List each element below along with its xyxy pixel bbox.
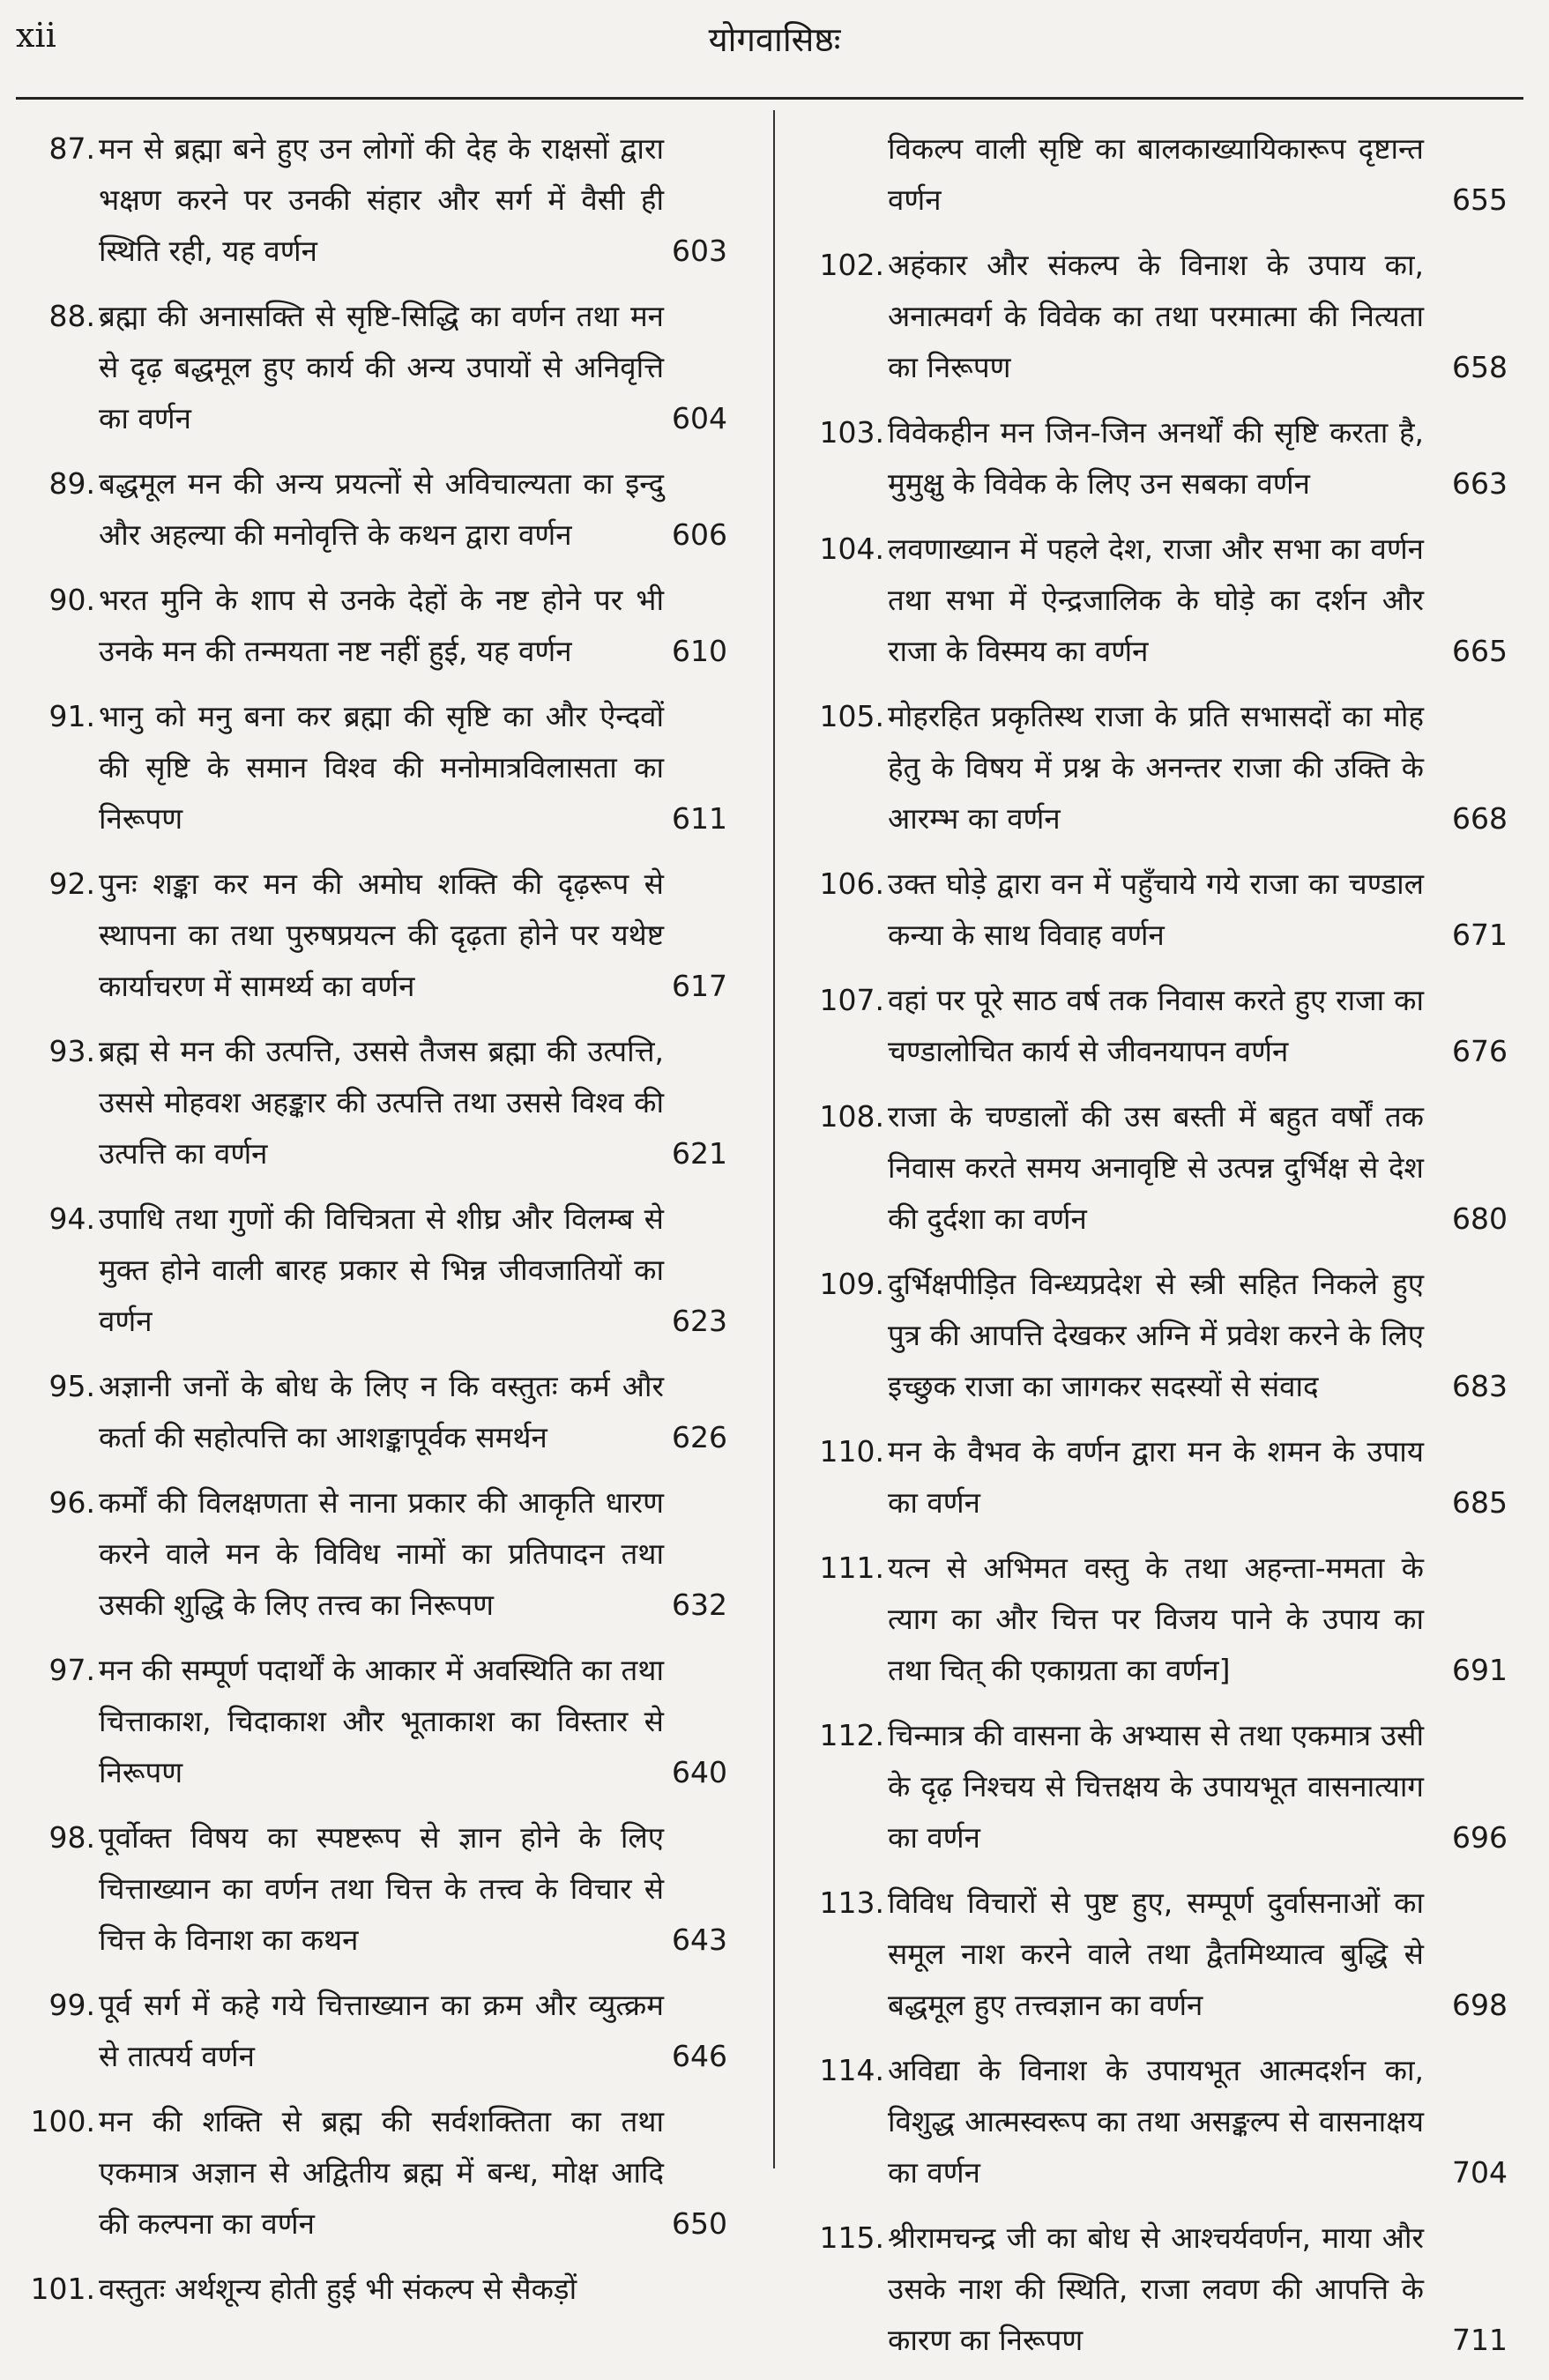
toc-entry bbox=[26, 1477, 727, 1631]
toc-entry bbox=[798, 1426, 1508, 1528]
toc-entry-number: 91. bbox=[48, 699, 95, 733]
toc-entry-title: अविद्या के विनाश के उपायभूत आत्मदर्शन का, विशुद्ध आत्मस्वरूप का तथा असङ्कल्प से वासनाक्षय का वर्णन bbox=[888, 2053, 1424, 2190]
toc-entry-title: यत्न से अभिमत वस्तु के तथा अहन्ता-ममता के त्याग का और चित्त पर विजय पाने के उपाय का तथा चित् की एकाग्रता का वर्णन] bbox=[888, 1551, 1424, 1687]
toc-entry-title: मोहरहित प्रकृतिस्थ राजा के प्रति सभासदों का मोह हेतु के विषय में प्रश्न के अनन्तर राजा की उक्ति के आरम्भ का वर्णन bbox=[888, 699, 1424, 836]
toc-entry-page: 632 bbox=[672, 1588, 727, 1622]
toc-entry-page: 696 bbox=[1452, 1820, 1508, 1855]
toc-entry-number: 112. bbox=[819, 1718, 884, 1752]
toc-entry-title: कर्मों की विलक्षणता से नाना प्रकार की आकृति धारण करने वाले मन के विविध नामों का प्रतिपादन तथा उसकी शुद्धि के लिए तत्त्व का निरूपण bbox=[99, 1485, 664, 1622]
toc-entry-page: 698 bbox=[1452, 1988, 1508, 2022]
toc-entry-page: 611 bbox=[672, 801, 727, 836]
toc-entry-page: 640 bbox=[672, 1755, 727, 1789]
toc-entry bbox=[26, 575, 727, 677]
toc-entry-title: ब्रह्म से मन की उत्पत्ति, उससे तैजस ब्रह्मा की उत्पत्ति, उससे मोहवश अहङ्कार की उत्पत्ति तथा उससे विश्व की उत्पत्ति का वर्णन bbox=[99, 1034, 664, 1171]
toc-entry bbox=[798, 407, 1508, 509]
toc-entry-page: 646 bbox=[672, 2039, 727, 2073]
toc-entry-title: विकल्प वाली सृष्टि का बालकाख्यायिकारूप दृष्टान्त वर्णन bbox=[888, 131, 1424, 217]
toc-entry-title: श्रीरामचन्द्र जी का बोध से आश्चर्यवर्णन, माया और उसके नाश की स्थिति, राजा लवण की आपत्ति के कारण का निरूपण bbox=[888, 2220, 1424, 2357]
toc-entry-page: 691 bbox=[1452, 1653, 1508, 1687]
toc-entry-title: मन के वैभव के वर्णन द्वारा मन के शमन के उपाय का वर्णन bbox=[888, 1434, 1424, 1520]
toc-entry-page: 617 bbox=[672, 969, 727, 1003]
toc-entry-page: 685 bbox=[1452, 1485, 1508, 1520]
toc-entry bbox=[798, 2213, 1508, 2366]
toc-entry bbox=[798, 524, 1508, 677]
column-divider bbox=[773, 110, 775, 2168]
toc-entry bbox=[798, 1878, 1508, 2031]
toc-entry-page: 676 bbox=[1452, 1034, 1508, 1068]
toc-entry-number: 94. bbox=[48, 1201, 95, 1236]
toc-entry-page: 604 bbox=[672, 401, 727, 435]
toc-entry-title: अहंकार और संकल्प के विनाश के उपाय का, अनात्मवर्ग के विवेक का तथा परमात्मा की नित्यता का निरूपण bbox=[888, 248, 1424, 384]
toc-entry bbox=[798, 1710, 1508, 1863]
toc-entry-page: 683 bbox=[1452, 1369, 1508, 1403]
toc-entry-page: 603 bbox=[672, 234, 727, 268]
toc-entry-number: 110. bbox=[819, 1434, 884, 1469]
toc-entry-title: पूर्व सर्ग में कहे गये चित्ताख्यान का क्रम और व्युत्क्रम से तात्पर्य वर्णन bbox=[99, 1988, 664, 2073]
toc-entry-title: विवेकहीन मन जिन-जिन अनर्थों की सृष्टि करता है, मुमुक्षु के विवेक के लिए उन सबका वर्णन bbox=[888, 415, 1424, 501]
toc-entry-number: 99. bbox=[48, 1988, 95, 2022]
toc-entry-page: 626 bbox=[672, 1420, 727, 1454]
toc-entry-number: 114. bbox=[819, 2053, 884, 2087]
toc-entry bbox=[798, 123, 1508, 226]
toc-entry-title: वस्तुतः अर्थशून्य होती हुई भी संकल्प से सैकड़ों bbox=[99, 2272, 577, 2306]
toc-entry-title: वहां पर पूरे साठ वर्ष तक निवास करते हुए राजा का चण्डालोचित कार्य से जीवनयापन वर्णन bbox=[888, 983, 1424, 1068]
toc-entry-number: 104. bbox=[819, 532, 884, 566]
toc-entry bbox=[26, 291, 727, 444]
toc-entry bbox=[798, 2045, 1508, 2198]
toc-entry-number: 95. bbox=[48, 1369, 95, 1403]
page-number: xii bbox=[16, 16, 56, 55]
toc-entry-number: 115. bbox=[819, 2220, 884, 2255]
toc-entry bbox=[26, 1026, 727, 1179]
toc-entry-number: 108. bbox=[819, 1099, 884, 1134]
toc-entry-title: पुनः शङ्का कर मन की अमोघ शक्ति की दृढ़रूप से स्थापना का तथा पुरुषप्रयत्न की दृढ़ता होने पर यथेष्ट कार्याचरण में सामर्थ्य का वर्णन bbox=[99, 866, 664, 1003]
toc-entry-number: 103. bbox=[819, 415, 884, 450]
toc-entry-page: 680 bbox=[1452, 1201, 1508, 1236]
toc-entry bbox=[798, 691, 1508, 844]
toc-entry-title: भरत मुनि के शाप से उनके देहों के नष्ट होने पर भी उनके मन की तन्मयता नष्ट नहीं हुई, यह वर्णन bbox=[99, 583, 664, 668]
toc-entry-page: 671 bbox=[1452, 918, 1508, 952]
toc-entry bbox=[26, 1980, 727, 2082]
toc-entry-title: अज्ञानी जनों के बोध के लिए न कि वस्तुतः कर्म और कर्ता की सहोत्पत्ति का आशङ्कापूर्वक समर्थन bbox=[99, 1369, 664, 1454]
toc-entry-number: 96. bbox=[48, 1485, 95, 1520]
toc-entry-number: 88. bbox=[48, 299, 95, 333]
toc-entry-page: 658 bbox=[1452, 350, 1508, 384]
toc-entry-title: मन से ब्रह्मा बने हुए उन लोगों की देह के राक्षसों द्वारा भक्षण करने पर उनकी संहार और सर्ग में वैसी ही स्थिति रही, यह वर्णन bbox=[99, 131, 664, 268]
left-column bbox=[26, 123, 727, 2329]
toc-entry-title: लवणाख्यान में पहले देश, राजा और सभा का वर्णन तथा सभा में ऐन्द्रजालिक के घोड़े का दर्शन और राजा के विस्मय का वर्णन bbox=[888, 532, 1424, 668]
toc-entry-number: 100. bbox=[30, 2104, 95, 2138]
toc-entry-page: 650 bbox=[672, 2206, 727, 2241]
toc-entry-number: 87. bbox=[48, 131, 95, 166]
toc-entry-title: राजा के चण्डालों की उस बस्ती में बहुत वर्षों तक निवास करते समय अनावृष्टि से उत्पन्न दुर्भिक्ष से देश की दुर्दशा का वर्णन bbox=[888, 1099, 1424, 1236]
toc-entry-title: बद्धमूल मन की अन्य प्रयत्नों से अविचाल्यता का इन्दु और अहल्या की मनोवृत्ति के कथन द्वारा वर्णन bbox=[99, 466, 664, 552]
toc-entry-page: 643 bbox=[672, 1923, 727, 1957]
toc-entry bbox=[26, 123, 727, 277]
right-column bbox=[798, 123, 1508, 2380]
toc-entry bbox=[798, 240, 1508, 393]
toc-entry bbox=[26, 1645, 727, 1798]
toc-entry-page: 610 bbox=[672, 634, 727, 668]
toc-entry-title: भानु को मनु बना कर ब्रह्मा की सृष्टि का और ऐन्दवों की सृष्टि के समान विश्व की मनोमात्रविलासता का निरूपण bbox=[99, 699, 664, 836]
toc-entry bbox=[26, 2264, 727, 2315]
toc-entry-number: 105. bbox=[819, 699, 884, 733]
toc-entry-number: 106. bbox=[819, 866, 884, 901]
toc-entry-page: 711 bbox=[1452, 2323, 1508, 2357]
toc-entry bbox=[26, 859, 727, 1012]
toc-entry-page: 606 bbox=[672, 517, 727, 552]
toc-entry-number: 113. bbox=[819, 1885, 884, 1920]
toc-entry-title: पूर्वोक्त विषय का स्पष्टरूप से ज्ञान होने के लिए चित्ताख्यान का वर्णन तथा चित्त के तत्त्व के विचार से चित्त के विनाश का कथन bbox=[99, 1820, 664, 1957]
running-head-title: योगवासिष्ठः bbox=[708, 20, 841, 59]
toc-entry-number: 107. bbox=[819, 983, 884, 1017]
toc-entry-number: 102. bbox=[819, 248, 884, 282]
toc-entry-page: 668 bbox=[1452, 801, 1508, 836]
toc-entry bbox=[798, 975, 1508, 1077]
toc-entry-number: 98. bbox=[48, 1820, 95, 1855]
toc-entry bbox=[798, 859, 1508, 961]
toc-entry bbox=[26, 1812, 727, 1966]
toc-entry-title: मन की सम्पूर्ण पदार्थों के आकार में अवस्थिति का तथा चित्ताकाश, चिदाकाश और भूताकाश का विस्तार से निरूपण bbox=[99, 1653, 664, 1789]
toc-entry-title: उपाधि तथा गुणों की विचित्रता से शीघ्र और विलम्ब से मुक्त होने वाली बारह प्रकार से भिन्न जीवजातियों का वर्णन bbox=[99, 1201, 664, 1338]
toc-entry-page: 665 bbox=[1452, 634, 1508, 668]
toc-entry bbox=[26, 458, 727, 561]
toc-entry bbox=[26, 1361, 727, 1463]
toc-entry bbox=[798, 1259, 1508, 1412]
toc-entry-page: 704 bbox=[1452, 2155, 1508, 2190]
toc-entry-page: 623 bbox=[672, 1304, 727, 1338]
header-rule bbox=[16, 97, 1523, 100]
toc-entry-number: 97. bbox=[48, 1653, 95, 1687]
toc-entry-title: दुर्भिक्षपीड़ित विन्ध्यप्रदेश से स्त्री सहित निकले हुए पुत्र की आपत्ति देखकर अग्नि में प्रवेश करने के लिए इच्छुक राजा का जागकर सदस्यों से संवाद bbox=[888, 1267, 1424, 1403]
toc-entry-title: मन की शक्ति से ब्रह्म की सर्वशक्तिता का तथा एकमात्र अज्ञान से अद्वितीय ब्रह्म में बन्ध, मोक्ष आदि की कल्पना का वर्णन bbox=[99, 2104, 664, 2241]
toc-entry-number: 90. bbox=[48, 583, 95, 617]
toc-entry-number: 89. bbox=[48, 466, 95, 501]
toc-entry-title: ब्रह्मा की अनासक्ति से सृष्टि-सिद्धि का वर्णन तथा मन से दृढ़ बद्धमूल हुए कार्य की अन्य उपायों से अनिवृत्ति का वर्णन bbox=[99, 299, 664, 435]
toc-entry-number: 92. bbox=[48, 866, 95, 901]
toc-entry-title: चिन्मात्र की वासना के अभ्यास से तथा एकमात्र उसी के दृढ़ निश्चय से चित्तक्षय के उपायभूत वासनात्याग का वर्णन bbox=[888, 1718, 1424, 1855]
toc-entry-number: 109. bbox=[819, 1267, 884, 1301]
toc-entry-number: 111. bbox=[819, 1551, 884, 1585]
toc-entry-page: 621 bbox=[672, 1136, 727, 1171]
toc-entry bbox=[26, 691, 727, 844]
toc-entry-number: 93. bbox=[48, 1034, 95, 1068]
toc-entry-page: 663 bbox=[1452, 466, 1508, 501]
toc-entry bbox=[26, 2096, 727, 2250]
toc-entry-title: उक्त घोड़े द्वारा वन में पहुँचाये गये राजा का चण्डाल कन्या के साथ विवाह वर्णन bbox=[888, 866, 1424, 952]
toc-entry-title: विविध विचारों से पुष्ट हुए, सम्पूर्ण दुर्वासनाओं का समूल नाश करने वाले तथा द्वैतमिथ्यात्व बुद्धि से बद्धमूल हुए तत्त्वज्ञान का वर्णन bbox=[888, 1885, 1424, 2022]
toc-entry bbox=[26, 1194, 727, 1347]
toc-entry-number: 101. bbox=[30, 2272, 95, 2306]
toc-entry bbox=[798, 1091, 1508, 1245]
toc-entry bbox=[798, 1543, 1508, 1696]
toc-entry-page: 655 bbox=[1452, 182, 1508, 217]
